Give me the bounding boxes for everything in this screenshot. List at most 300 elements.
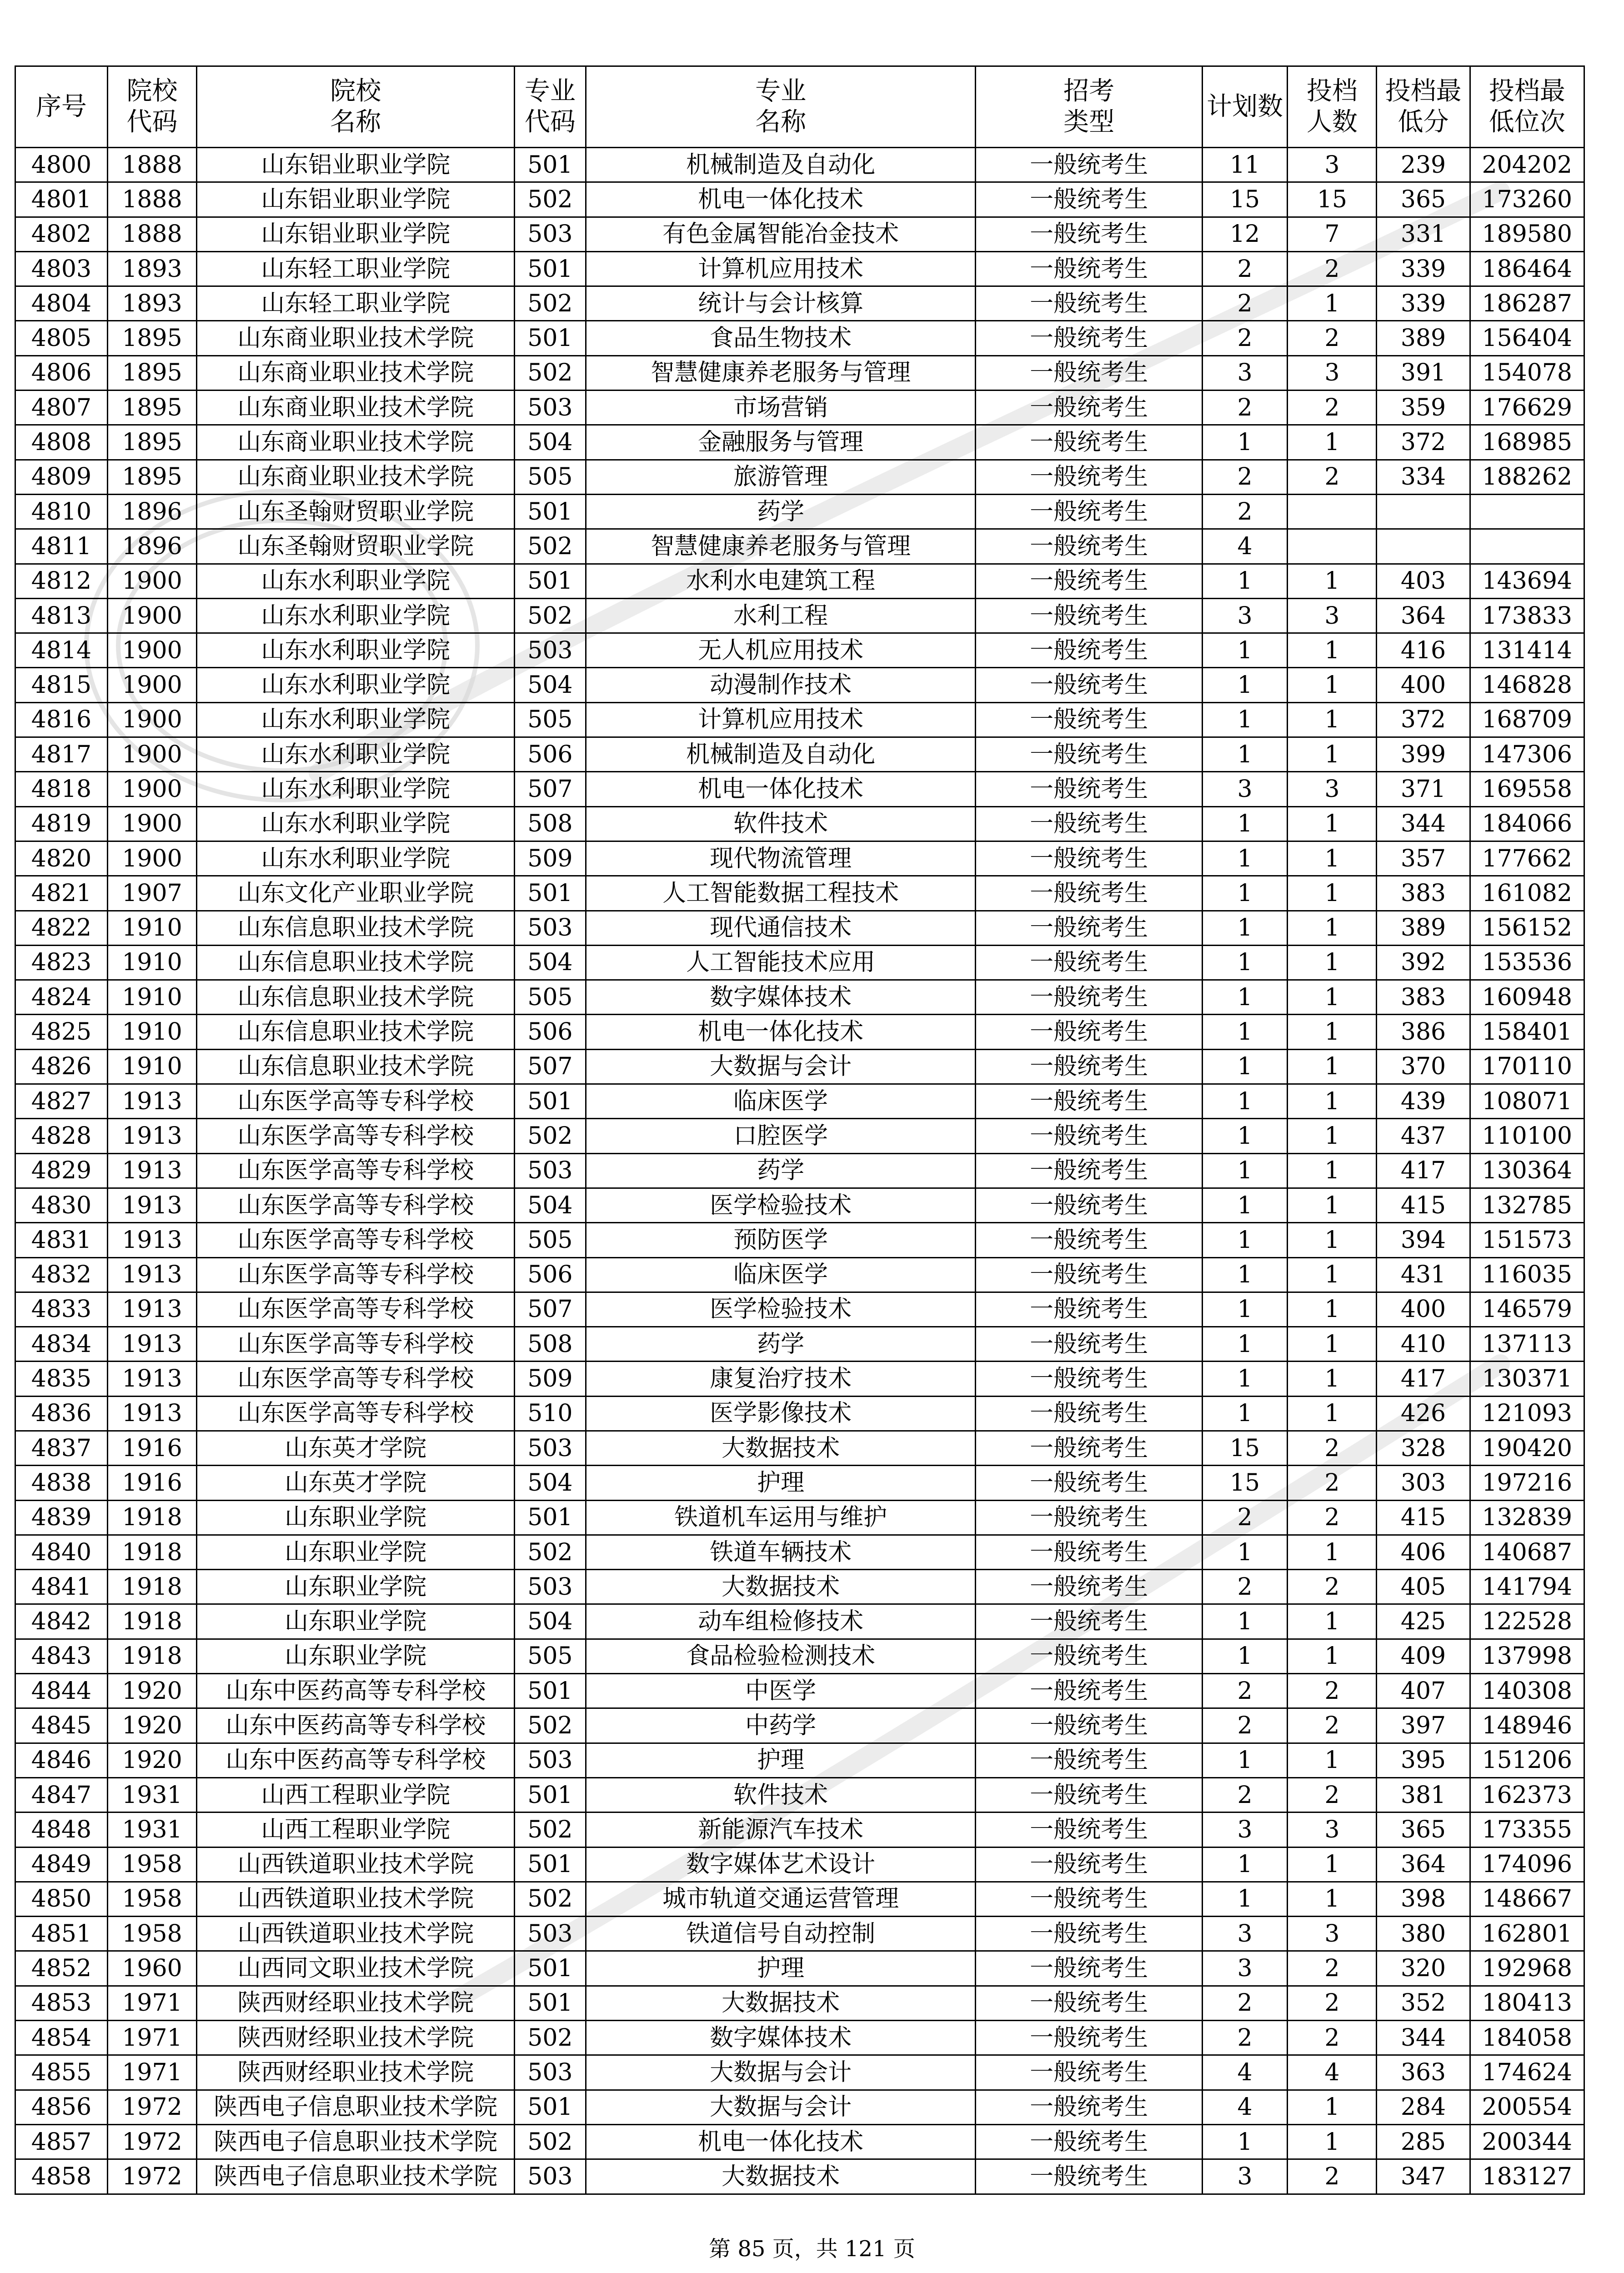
cell-major-name: 软件技术: [586, 806, 976, 841]
cell-major-code: 502: [515, 1535, 586, 1569]
cell-min-score: 239: [1377, 148, 1470, 182]
cell-exam-type: 一般统考生: [976, 2055, 1202, 2090]
cell-exam-type: 一般统考生: [976, 911, 1202, 945]
cell-major-code: 505: [515, 702, 586, 737]
cell-min-rank: 121093: [1470, 1396, 1584, 1431]
cell-school-name: 山东职业学院: [197, 1639, 515, 1673]
cell-exam-type: 一般统考生: [976, 980, 1202, 1015]
cell-school-name: 山东中医药高等专科学校: [197, 1743, 515, 1777]
cell-school-name: 山东医学高等专科学校: [197, 1292, 515, 1327]
cell-seq: 4805: [15, 321, 108, 355]
cell-major-code: 501: [515, 1986, 586, 2020]
cell-school-name: 山东铝业职业学院: [197, 148, 515, 182]
cell-min-rank: 151206: [1470, 1743, 1584, 1777]
cell-major-code: 501: [515, 1951, 586, 1986]
cell-plan: 1: [1202, 425, 1287, 460]
cell-school-name: 山东医学高等专科学校: [197, 1327, 515, 1362]
cell-school-name: 山东水利职业学院: [197, 564, 515, 598]
cell-school-name: 山西工程职业学院: [197, 1777, 515, 1812]
cell-plan: 1: [1202, 1153, 1287, 1188]
cell-school-name: 山东医学高等专科学校: [197, 1362, 515, 1396]
cell-major-name: 机械制造及自动化: [586, 737, 976, 772]
cell-school-name: 山东水利职业学院: [197, 598, 515, 633]
cell-major-name: 大数据技术: [586, 1570, 976, 1604]
cell-admitted: 2: [1288, 460, 1377, 494]
cell-major-name: 医学检验技术: [586, 1188, 976, 1222]
cell-plan: 1: [1202, 737, 1287, 772]
cell-major-name: 大数据技术: [586, 1986, 976, 2020]
table-row: [15, 945, 1584, 980]
cell-admitted: 1: [1288, 564, 1377, 598]
cell-major-name: 护理: [586, 1466, 976, 1500]
cell-min-score: 391: [1377, 355, 1470, 390]
cell-school-name: 山东信息职业技术学院: [197, 1015, 515, 1049]
cell-min-rank: [1470, 529, 1584, 564]
cell-seq: 4836: [15, 1396, 108, 1431]
cell-min-rank: 190420: [1470, 1431, 1584, 1465]
cell-admitted: 1: [1288, 806, 1377, 841]
cell-min-score: 352: [1377, 1986, 1470, 2020]
table-row: [15, 911, 1584, 945]
cell-min-rank: 188262: [1470, 460, 1584, 494]
cell-plan: 3: [1202, 1812, 1287, 1847]
cell-min-score: [1377, 529, 1470, 564]
cell-plan: 1: [1202, 1188, 1287, 1222]
cell-plan: 1: [1202, 1639, 1287, 1673]
cell-seq: 4840: [15, 1535, 108, 1569]
cell-admitted: 1: [1288, 1223, 1377, 1257]
cell-min-score: 399: [1377, 737, 1470, 772]
cell-min-rank: 122528: [1470, 1604, 1584, 1639]
cell-major-code: 503: [515, 1431, 586, 1465]
cell-school-code: 1900: [107, 564, 196, 598]
table-row: [15, 2124, 1584, 2159]
cell-min-score: 407: [1377, 1674, 1470, 1708]
cell-school-name: 山东轻工职业学院: [197, 251, 515, 286]
table-row: [15, 1674, 1584, 1708]
cell-admitted: 1: [1288, 425, 1377, 460]
cell-seq: 4806: [15, 355, 108, 390]
cell-min-score: 406: [1377, 1535, 1470, 1569]
cell-min-score: 389: [1377, 911, 1470, 945]
cell-min-rank: 168709: [1470, 702, 1584, 737]
cell-exam-type: 一般统考生: [976, 321, 1202, 355]
cell-major-code: 508: [515, 1327, 586, 1362]
cell-seq: 4803: [15, 251, 108, 286]
cell-seq: 4824: [15, 980, 108, 1015]
cell-seq: 4800: [15, 148, 108, 182]
cell-seq: 4804: [15, 286, 108, 321]
cell-major-name: 机电一体化技术: [586, 772, 976, 806]
cell-major-name: 软件技术: [586, 1777, 976, 1812]
cell-school-code: 1893: [107, 286, 196, 321]
cell-seq: 4807: [15, 391, 108, 425]
cell-school-code: 1913: [107, 1396, 196, 1431]
cell-school-code: 1910: [107, 911, 196, 945]
cell-exam-type: 一般统考生: [976, 876, 1202, 911]
cell-min-score: 400: [1377, 668, 1470, 702]
cell-min-score: 410: [1377, 1327, 1470, 1362]
cell-major-name: 大数据技术: [586, 2159, 976, 2194]
cell-major-code: 503: [515, 633, 586, 668]
cell-min-score: 370: [1377, 1049, 1470, 1084]
table-row: [15, 876, 1584, 911]
cell-exam-type: 一般统考生: [976, 1362, 1202, 1396]
cell-major-name: 数字媒体技术: [586, 980, 976, 1015]
cell-seq: 4813: [15, 598, 108, 633]
cell-exam-type: 一般统考生: [976, 598, 1202, 633]
cell-major-code: 503: [515, 1570, 586, 1604]
cell-major-name: 现代物流管理: [586, 841, 976, 876]
cell-school-code: 1931: [107, 1777, 196, 1812]
cell-min-score: 392: [1377, 945, 1470, 980]
cell-exam-type: 一般统考生: [976, 2090, 1202, 2124]
cell-major-name: 计算机应用技术: [586, 251, 976, 286]
cell-exam-type: 一般统考生: [976, 1812, 1202, 1847]
cell-exam-type: 一般统考生: [976, 1917, 1202, 1951]
cell-min-score: 417: [1377, 1362, 1470, 1396]
cell-school-code: 1972: [107, 2090, 196, 2124]
cell-major-code: 502: [515, 1812, 586, 1847]
cell-min-rank: 173355: [1470, 1812, 1584, 1847]
cell-major-name: 药学: [586, 494, 976, 529]
table-row: [15, 460, 1584, 494]
cell-min-score: 386: [1377, 1015, 1470, 1049]
cell-school-code: 1971: [107, 2055, 196, 2090]
cell-min-rank: 184066: [1470, 806, 1584, 841]
cell-min-score: 389: [1377, 321, 1470, 355]
cell-exam-type: 一般统考生: [976, 217, 1202, 251]
cell-plan: 1: [1202, 633, 1287, 668]
cell-min-rank: 200344: [1470, 2124, 1584, 2159]
cell-school-code: 1907: [107, 876, 196, 911]
cell-seq: 4848: [15, 1812, 108, 1847]
cell-major-name: 康复治疗技术: [586, 1362, 976, 1396]
header-plan: 计划数: [1202, 66, 1287, 148]
cell-school-code: 1971: [107, 1986, 196, 2020]
cell-seq: 4825: [15, 1015, 108, 1049]
cell-seq: 4801: [15, 182, 108, 217]
cell-major-name: 药学: [586, 1327, 976, 1362]
cell-plan: 1: [1202, 1327, 1287, 1362]
cell-admitted: 1: [1288, 1604, 1377, 1639]
cell-plan: 1: [1202, 911, 1287, 945]
cell-min-rank: 132839: [1470, 1500, 1584, 1535]
cell-exam-type: 一般统考生: [976, 355, 1202, 390]
cell-min-score: [1377, 494, 1470, 529]
cell-seq: 4820: [15, 841, 108, 876]
table-row: [15, 1188, 1584, 1222]
cell-school-code: 1895: [107, 460, 196, 494]
table-row: [15, 494, 1584, 529]
cell-plan: 3: [1202, 598, 1287, 633]
cell-exam-type: 一般统考生: [976, 1708, 1202, 1743]
cell-school-name: 山东水利职业学院: [197, 772, 515, 806]
cell-min-score: 365: [1377, 1812, 1470, 1847]
cell-plan: 1: [1202, 1015, 1287, 1049]
cell-min-score: 409: [1377, 1639, 1470, 1673]
cell-plan: 12: [1202, 217, 1287, 251]
cell-major-name: 口腔医学: [586, 1119, 976, 1153]
cell-school-name: 山西同文职业技术学院: [197, 1951, 515, 1986]
cell-min-rank: 200554: [1470, 2090, 1584, 2124]
cell-school-code: 1913: [107, 1153, 196, 1188]
cell-major-code: 502: [515, 2124, 586, 2159]
cell-min-score: 365: [1377, 182, 1470, 217]
cell-school-name: 山东职业学院: [197, 1604, 515, 1639]
cell-admitted: 3: [1288, 772, 1377, 806]
cell-plan: 1: [1202, 980, 1287, 1015]
cell-admitted: 1: [1288, 1639, 1377, 1673]
cell-major-code: 504: [515, 1188, 586, 1222]
table-row: [15, 1604, 1584, 1639]
cell-school-name: 山东医学高等专科学校: [197, 1223, 515, 1257]
cell-major-code: 503: [515, 1917, 586, 1951]
table-row: [15, 1015, 1584, 1049]
cell-admitted: 1: [1288, 1882, 1377, 1916]
cell-exam-type: 一般统考生: [976, 1223, 1202, 1257]
cell-seq: 4833: [15, 1292, 108, 1327]
table-row: [15, 1743, 1584, 1777]
table-row: [15, 737, 1584, 772]
cell-major-name: 食品生物技术: [586, 321, 976, 355]
cell-major-code: 507: [515, 1292, 586, 1327]
cell-school-name: 山东信息职业技术学院: [197, 1049, 515, 1084]
cell-school-name: 山东英才学院: [197, 1466, 515, 1500]
cell-plan: 1: [1202, 1847, 1287, 1882]
cell-school-code: 1918: [107, 1535, 196, 1569]
cell-min-rank: 156152: [1470, 911, 1584, 945]
cell-school-code: 1913: [107, 1223, 196, 1257]
cell-exam-type: 一般统考生: [976, 1951, 1202, 1986]
cell-plan: 3: [1202, 2159, 1287, 2194]
cell-major-code: 504: [515, 668, 586, 702]
table-row: [15, 1917, 1584, 1951]
cell-min-rank: 204202: [1470, 148, 1584, 182]
cell-min-rank: [1470, 494, 1584, 529]
cell-major-code: 505: [515, 460, 586, 494]
cell-seq: 4849: [15, 1847, 108, 1882]
cell-school-name: 山西铁道职业技术学院: [197, 1882, 515, 1916]
cell-major-code: 510: [515, 1396, 586, 1431]
cell-plan: 1: [1202, 668, 1287, 702]
cell-exam-type: 一般统考生: [976, 668, 1202, 702]
cell-admitted: 1: [1288, 945, 1377, 980]
cell-school-code: 1900: [107, 772, 196, 806]
cell-min-score: 303: [1377, 1466, 1470, 1500]
cell-school-code: 1931: [107, 1812, 196, 1847]
cell-seq: 4823: [15, 945, 108, 980]
cell-seq: 4856: [15, 2090, 108, 2124]
cell-exam-type: 一般统考生: [976, 1639, 1202, 1673]
cell-major-code: 502: [515, 529, 586, 564]
cell-major-code: 503: [515, 2159, 586, 2194]
cell-major-code: 505: [515, 1639, 586, 1673]
cell-plan: 1: [1202, 1396, 1287, 1431]
cell-major-name: 铁道机车运用与维护: [586, 1500, 976, 1535]
cell-school-code: 1972: [107, 2124, 196, 2159]
cell-plan: 2: [1202, 1570, 1287, 1604]
cell-exam-type: 一般统考生: [976, 1292, 1202, 1327]
cell-exam-type: 一般统考生: [976, 148, 1202, 182]
table-row: [15, 1535, 1584, 1569]
cell-seq: 4842: [15, 1604, 108, 1639]
table-row: [15, 1500, 1584, 1535]
cell-major-code: 507: [515, 1049, 586, 1084]
cell-plan: 1: [1202, 1119, 1287, 1153]
cell-exam-type: 一般统考生: [976, 772, 1202, 806]
cell-seq: 4827: [15, 1084, 108, 1119]
cell-major-name: 市场营销: [586, 391, 976, 425]
cell-min-score: 285: [1377, 2124, 1470, 2159]
cell-min-rank: 183127: [1470, 2159, 1584, 2194]
cell-school-name: 山东铝业职业学院: [197, 217, 515, 251]
cell-school-code: 1971: [107, 2021, 196, 2055]
cell-admitted: 3: [1288, 1812, 1377, 1847]
cell-plan: 2: [1202, 1708, 1287, 1743]
cell-min-rank: 158401: [1470, 1015, 1584, 1049]
cell-exam-type: 一般统考生: [976, 1466, 1202, 1500]
cell-school-code: 1916: [107, 1431, 196, 1465]
cell-school-code: 1900: [107, 737, 196, 772]
cell-school-code: 1896: [107, 494, 196, 529]
cell-seq: 4822: [15, 911, 108, 945]
cell-min-rank: 192968: [1470, 1951, 1584, 1986]
cell-plan: 1: [1202, 1882, 1287, 1916]
cell-min-rank: 174096: [1470, 1847, 1584, 1882]
cell-seq: 4853: [15, 1986, 108, 2020]
cell-school-code: 1895: [107, 355, 196, 390]
cell-min-rank: 131414: [1470, 633, 1584, 668]
cell-admitted: 1: [1288, 1049, 1377, 1084]
table-row: [15, 1327, 1584, 1362]
cell-admitted: 2: [1288, 391, 1377, 425]
cell-school-name: 陕西财经职业技术学院: [197, 1986, 515, 2020]
cell-exam-type: 一般统考生: [976, 1535, 1202, 1569]
cell-major-code: 504: [515, 945, 586, 980]
table-row: [15, 1396, 1584, 1431]
cell-admitted: 2: [1288, 1777, 1377, 1812]
admission-table-container: [15, 65, 1585, 2195]
cell-seq: 4831: [15, 1223, 108, 1257]
cell-major-code: 504: [515, 425, 586, 460]
cell-major-code: 501: [515, 1084, 586, 1119]
cell-min-rank: 151573: [1470, 1223, 1584, 1257]
cell-seq: 4818: [15, 772, 108, 806]
cell-exam-type: 一般统考生: [976, 1743, 1202, 1777]
cell-major-name: 中药学: [586, 1708, 976, 1743]
cell-min-score: 339: [1377, 286, 1470, 321]
cell-plan: 2: [1202, 321, 1287, 355]
cell-min-rank: 168985: [1470, 425, 1584, 460]
cell-major-name: 计算机应用技术: [586, 702, 976, 737]
table-row: [15, 772, 1584, 806]
table-row: [15, 2090, 1584, 2124]
cell-admitted: 4: [1288, 2055, 1377, 2090]
cell-min-score: 383: [1377, 980, 1470, 1015]
cell-admitted: 2: [1288, 1674, 1377, 1708]
table-row: [15, 1119, 1584, 1153]
cell-min-rank: 148946: [1470, 1708, 1584, 1743]
cell-major-code: 501: [515, 494, 586, 529]
cell-min-rank: 156404: [1470, 321, 1584, 355]
cell-school-name: 陕西财经职业技术学院: [197, 2021, 515, 2055]
cell-min-rank: 130364: [1470, 1153, 1584, 1188]
cell-seq: 4819: [15, 806, 108, 841]
cell-plan: 2: [1202, 2021, 1287, 2055]
cell-admitted: [1288, 529, 1377, 564]
cell-school-name: 山东商业职业技术学院: [197, 391, 515, 425]
table-row: [15, 321, 1584, 355]
cell-admitted: 2: [1288, 1431, 1377, 1465]
cell-major-name: 药学: [586, 1153, 976, 1188]
cell-major-name: 中医学: [586, 1674, 976, 1708]
cell-major-code: 502: [515, 355, 586, 390]
cell-school-code: 1900: [107, 806, 196, 841]
cell-major-name: 食品检验检测技术: [586, 1639, 976, 1673]
cell-major-code: 504: [515, 1604, 586, 1639]
cell-major-name: 铁道车辆技术: [586, 1535, 976, 1569]
cell-admitted: 1: [1288, 876, 1377, 911]
cell-seq: 4832: [15, 1257, 108, 1292]
cell-school-name: 山东铝业职业学院: [197, 182, 515, 217]
cell-seq: 4844: [15, 1674, 108, 1708]
cell-school-name: 山东圣翰财贸职业学院: [197, 529, 515, 564]
cell-school-code: 1918: [107, 1639, 196, 1673]
cell-exam-type: 一般统考生: [976, 1882, 1202, 1916]
cell-seq: 4817: [15, 737, 108, 772]
cell-school-code: 1888: [107, 182, 196, 217]
cell-school-name: 山西铁道职业技术学院: [197, 1847, 515, 1882]
cell-school-name: 山东医学高等专科学校: [197, 1119, 515, 1153]
cell-seq: 4837: [15, 1431, 108, 1465]
cell-school-name: 山东信息职业技术学院: [197, 911, 515, 945]
cell-plan: 2: [1202, 1674, 1287, 1708]
cell-exam-type: 一般统考生: [976, 737, 1202, 772]
cell-major-name: 医学影像技术: [586, 1396, 976, 1431]
cell-exam-type: 一般统考生: [976, 1396, 1202, 1431]
cell-major-name: 机电一体化技术: [586, 1015, 976, 1049]
cell-min-rank: 148667: [1470, 1882, 1584, 1916]
cell-major-code: 505: [515, 1223, 586, 1257]
cell-school-code: 1895: [107, 321, 196, 355]
cell-school-name: 山东水利职业学院: [197, 702, 515, 737]
cell-admitted: 3: [1288, 598, 1377, 633]
admission-table: [15, 65, 1585, 2195]
table-row: [15, 1570, 1584, 1604]
cell-major-name: 智慧健康养老服务与管理: [586, 529, 976, 564]
cell-seq: 4829: [15, 1153, 108, 1188]
cell-school-name: 山东医学高等专科学校: [197, 1257, 515, 1292]
cell-min-score: 359: [1377, 391, 1470, 425]
cell-min-rank: 176629: [1470, 391, 1584, 425]
table-row: [15, 1882, 1584, 1916]
table-row: [15, 182, 1584, 217]
cell-major-name: 统计与会计核算: [586, 286, 976, 321]
cell-major-code: 501: [515, 564, 586, 598]
cell-admitted: 15: [1288, 182, 1377, 217]
table-row: [15, 1431, 1584, 1465]
cell-major-code: 509: [515, 1362, 586, 1396]
cell-major-name: 人工智能数据工程技术: [586, 876, 976, 911]
cell-major-name: 医学检验技术: [586, 1292, 976, 1327]
table-row: [15, 633, 1584, 668]
table-row: [15, 841, 1584, 876]
cell-min-rank: 130371: [1470, 1362, 1584, 1396]
cell-min-rank: 177662: [1470, 841, 1584, 876]
cell-school-code: 1910: [107, 980, 196, 1015]
cell-school-code: 1910: [107, 945, 196, 980]
